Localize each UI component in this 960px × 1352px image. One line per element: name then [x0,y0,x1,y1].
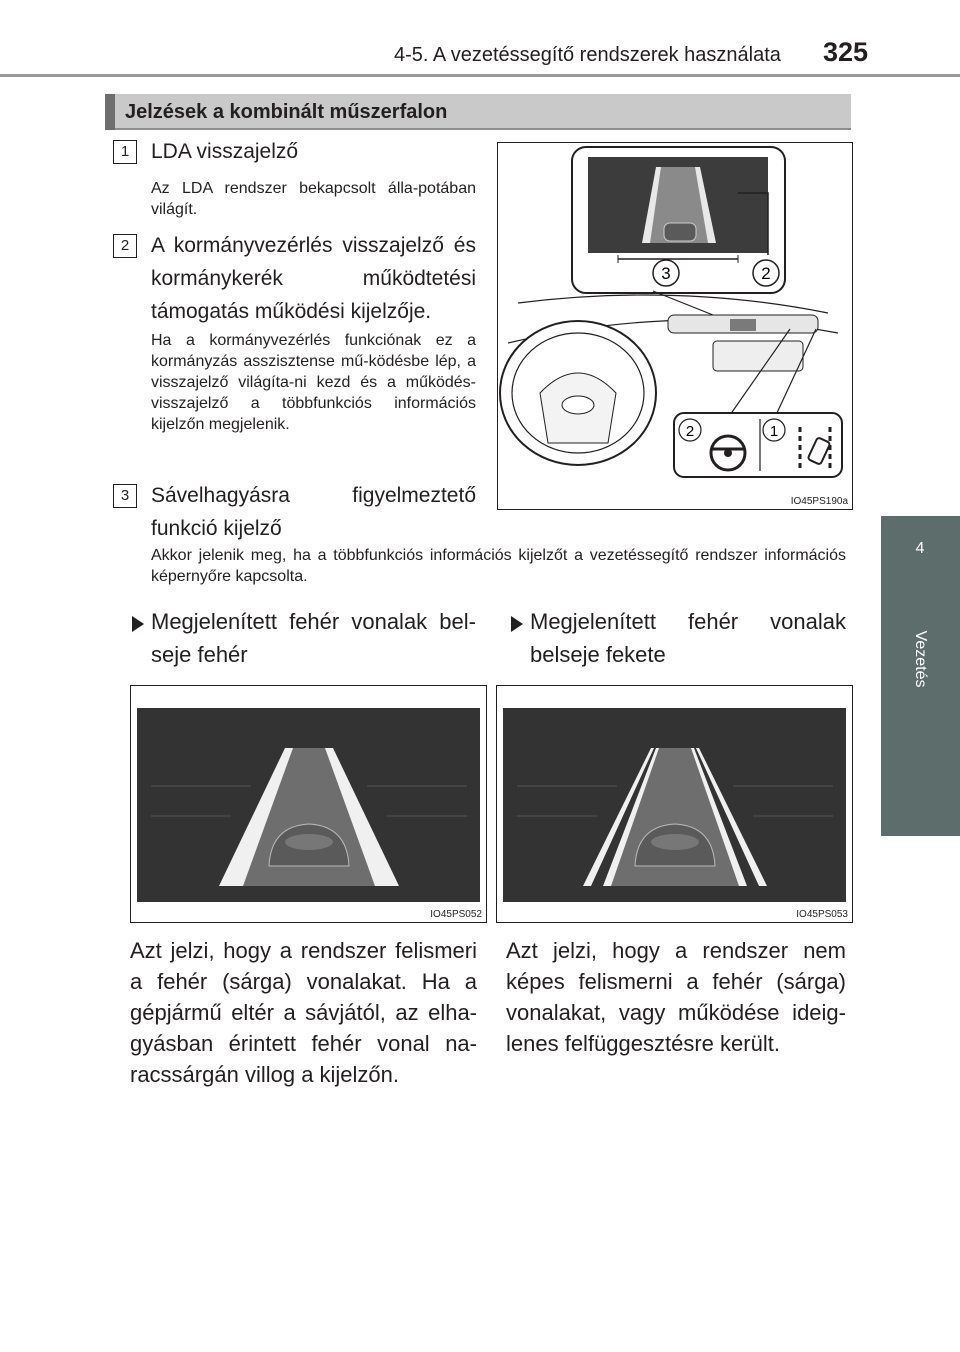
page-number: 325 [823,37,869,67]
bullet-text-1: Azt jelzi, hogy a rendszer felismeri a fehér (sárga) vonalakat. Ha a gépjármű eltér a sávjától, az elha-gyásban érintett fehér vonal na-racssárgán villog a kijelzőn. [130,938,477,1087]
callout-2-bottom: 2 [685,423,695,440]
callout-1: 1 [769,423,779,440]
display-figure-black-lines [496,685,853,923]
item-title-2: A kormányvezérlés visszajelző és kormánykerék működtetési támogatás működési kijelzője. [151,234,476,323]
item-desc-3: Akkor jelenik meg, ha a többfunkciós információs kijelzőt a vezetéssegítő rendszer információs képernyőre kapcsolta. [151,547,846,585]
item-number-3: 3 [113,484,137,508]
figure-code-053: IO45PS053 [796,909,848,920]
lane-display-white [131,686,486,922]
bullet-triangle-icon [132,616,144,632]
item-title-3: Sávelhagyásra figyelmeztető funkció kijelző [151,484,476,540]
item-number-2: 2 [113,234,137,258]
lane-display-black [497,686,852,922]
dashboard-illustration [498,143,852,509]
section-title: Jelzések a kombinált műszerfalon [125,101,448,123]
bullet-title-1: Megjelenített fehér vonalak bel-seje fehér [151,609,476,667]
bullet-title-2: Megjelenített fehér vonalak belseje fekete [530,609,846,667]
bullet-triangle-icon [511,616,523,632]
display-figure-white-lines [130,685,487,923]
callout-3: 3 [661,264,671,283]
header-rule [0,74,960,77]
bullet-text-2: Azt jelzi, hogy a rendszer nem képes felismerni a fehér (sárga) vonalakat, vagy működése ideig-lenes felfüggesztésre került. [506,938,846,1056]
item-desc-1: Az LDA rendszer bekapcsolt álla-potában világít. [151,180,476,218]
dashboard-figure [497,142,853,510]
figure-code-052: IO45PS052 [430,909,482,920]
item-number-1: 1 [113,140,137,164]
section-heading-accent [105,94,115,130]
chapter-tab-number: 4 [915,540,925,557]
callout-2-top: 2 [761,264,771,283]
figure-code-main: IO45PS190a [790,496,848,507]
item-desc-2: Ha a kormányvezérlés funkciónak ez a kormányzás asszisztense mű-ködésbe lép, a visszajelző világíta-ni kezd és a működés-visszajelző a többfunkciós információs kijelzőn megjelenik. [151,332,476,433]
chapter-tab-label: Vezetés [912,630,929,688]
item-title-1: LDA visszajelző [151,140,299,163]
running-header: 4-5. A vezetéssegítő rendszerek használata [394,44,781,66]
